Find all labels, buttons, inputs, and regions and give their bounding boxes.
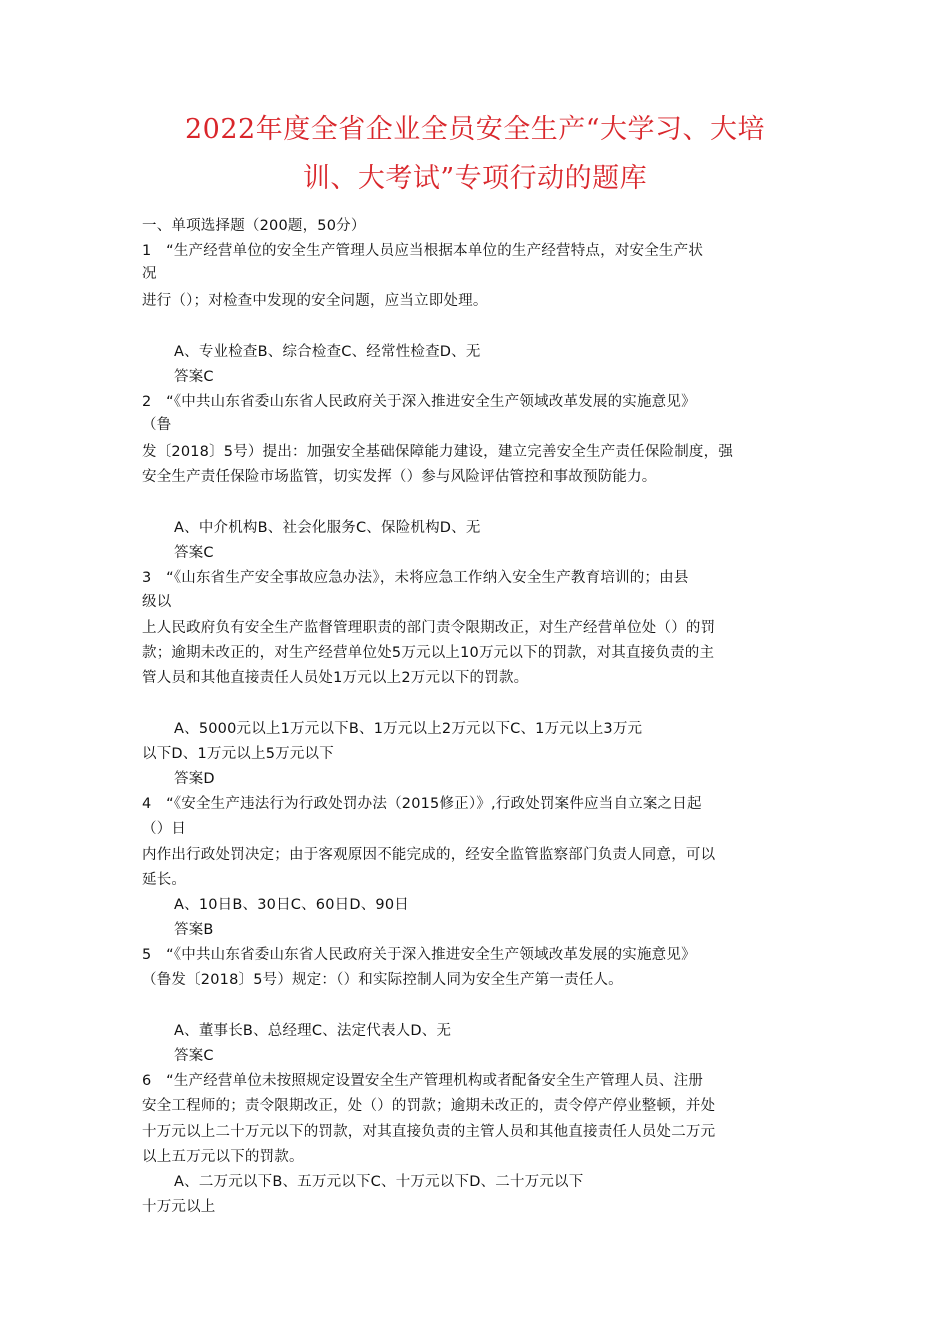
q4-line-4: 延长。: [142, 872, 187, 888]
q2-line-3: 发〔2018〕5号）提出：加强安全基础保障能力建设，建立完善安全生产责任保险制度，强: [142, 444, 734, 460]
q3-line-1: 3 “《山东省生产安全事故应急办法》，未将应急工作纳入安全生产教育培训的；由县: [142, 570, 689, 586]
q2-line-1: 2 “《中共山东省委山东省人民政府关于深入推进安全生产领域改革发展的实施意见》: [142, 394, 696, 410]
q4-line-2: （）日: [142, 821, 187, 837]
q5-answer: 答案C: [174, 1048, 214, 1064]
q3-line-2: 级以: [142, 594, 172, 610]
q5-line-1: 5 “《中共山东省委山东省人民政府关于深入推进安全生产领域改革发展的实施意见》: [142, 947, 696, 963]
q3-line-3: 上人民政府负有安全生产监督管理职责的部门责令限期改正，对生产经营单位处（）的罚: [142, 620, 716, 636]
q1-options: A、专业检查B、综合检查C、经常性检查D、无: [174, 344, 481, 360]
q3-answer: 答案D: [174, 771, 215, 787]
q6-line-3: 十万元以上二十万元以下的罚款，对其直接负责的主管人员和其他直接责任人员处二万元: [142, 1124, 716, 1140]
doc-title-line-1: 2022年度全省企业全员安全生产“大学习、大培: [184, 114, 765, 145]
doc-title-line-2: 训、大考试”专项行动的题库: [302, 163, 648, 194]
q6-trailing-line: 十万元以上: [142, 1199, 216, 1215]
q3-line-5: 管人员和其他直接责任人员处1万元以上2万元以下的罚款。: [142, 670, 529, 686]
q4-line-3: 内作出行政处罚决定；由于客观原因不能完成的，经安全监管监察部门负责人同意，可以: [142, 847, 716, 863]
q3-line-4: 款；逾期未改正的，对生产经营单位处5万元以上10万元以下的罚款，对其直接负责的主: [142, 645, 715, 661]
q6-line-4: 以上五万元以下的罚款。: [142, 1149, 304, 1165]
q4-answer: 答案B: [174, 922, 214, 938]
q1-line-2: 况: [142, 266, 157, 282]
q5-options: A、董事长B、总经理C、法定代表人D、无: [174, 1023, 452, 1039]
q3-options-line-1: A、5000元以上1万元以下B、1万元以上2万元以下C、1万元以上3万元: [174, 721, 643, 737]
q2-answer: 答案C: [174, 545, 214, 561]
section-header: 一、单项选择题（200题，50分）: [142, 218, 366, 234]
q5-line-2: （鲁发〔2018〕5号）规定：（）和实际控制人同为安全生产第一责任人。: [142, 972, 623, 988]
q4-options: A、10日B、30日C、60日D、90日: [174, 897, 409, 913]
q1-answer: 答案C: [174, 369, 214, 385]
q3-options-line-2: 以下D、1万元以上5万元以下: [142, 746, 334, 762]
q1-line-1: 1 “生产经营单位的安全生产管理人员应当根据本单位的生产经营特点，对安全生产状: [142, 243, 704, 259]
q6-line-2: 安全工程师的；责令限期改正，处（）的罚款；逾期未改正的，责令停产停业整顿，并处: [142, 1098, 716, 1114]
q4-line-1: 4 “《安全生产违法行为行政处罚办法（2015修正）》,行政处罚案件应当自立案之日起: [142, 796, 702, 812]
q6-line-1: 6 “生产经营单位未按照规定设置安全生产管理机构或者配备安全生产管理人员、注册: [142, 1073, 704, 1089]
q1-line-3: 进行（）；对检查中发现的安全问题，应当立即处理。: [142, 293, 488, 309]
q6-options: A、二万元以下B、五万元以下C、十万元以下D、二十万元以下: [174, 1174, 584, 1190]
q2-line-2: （鲁: [142, 417, 172, 433]
q2-line-4: 安全生产责任保险市场监管，切实发挥（）参与风险评估管控和事故预防能力。: [142, 469, 657, 485]
q2-options: A、中介机构B、社会化服务C、保险机构D、无: [174, 520, 481, 536]
